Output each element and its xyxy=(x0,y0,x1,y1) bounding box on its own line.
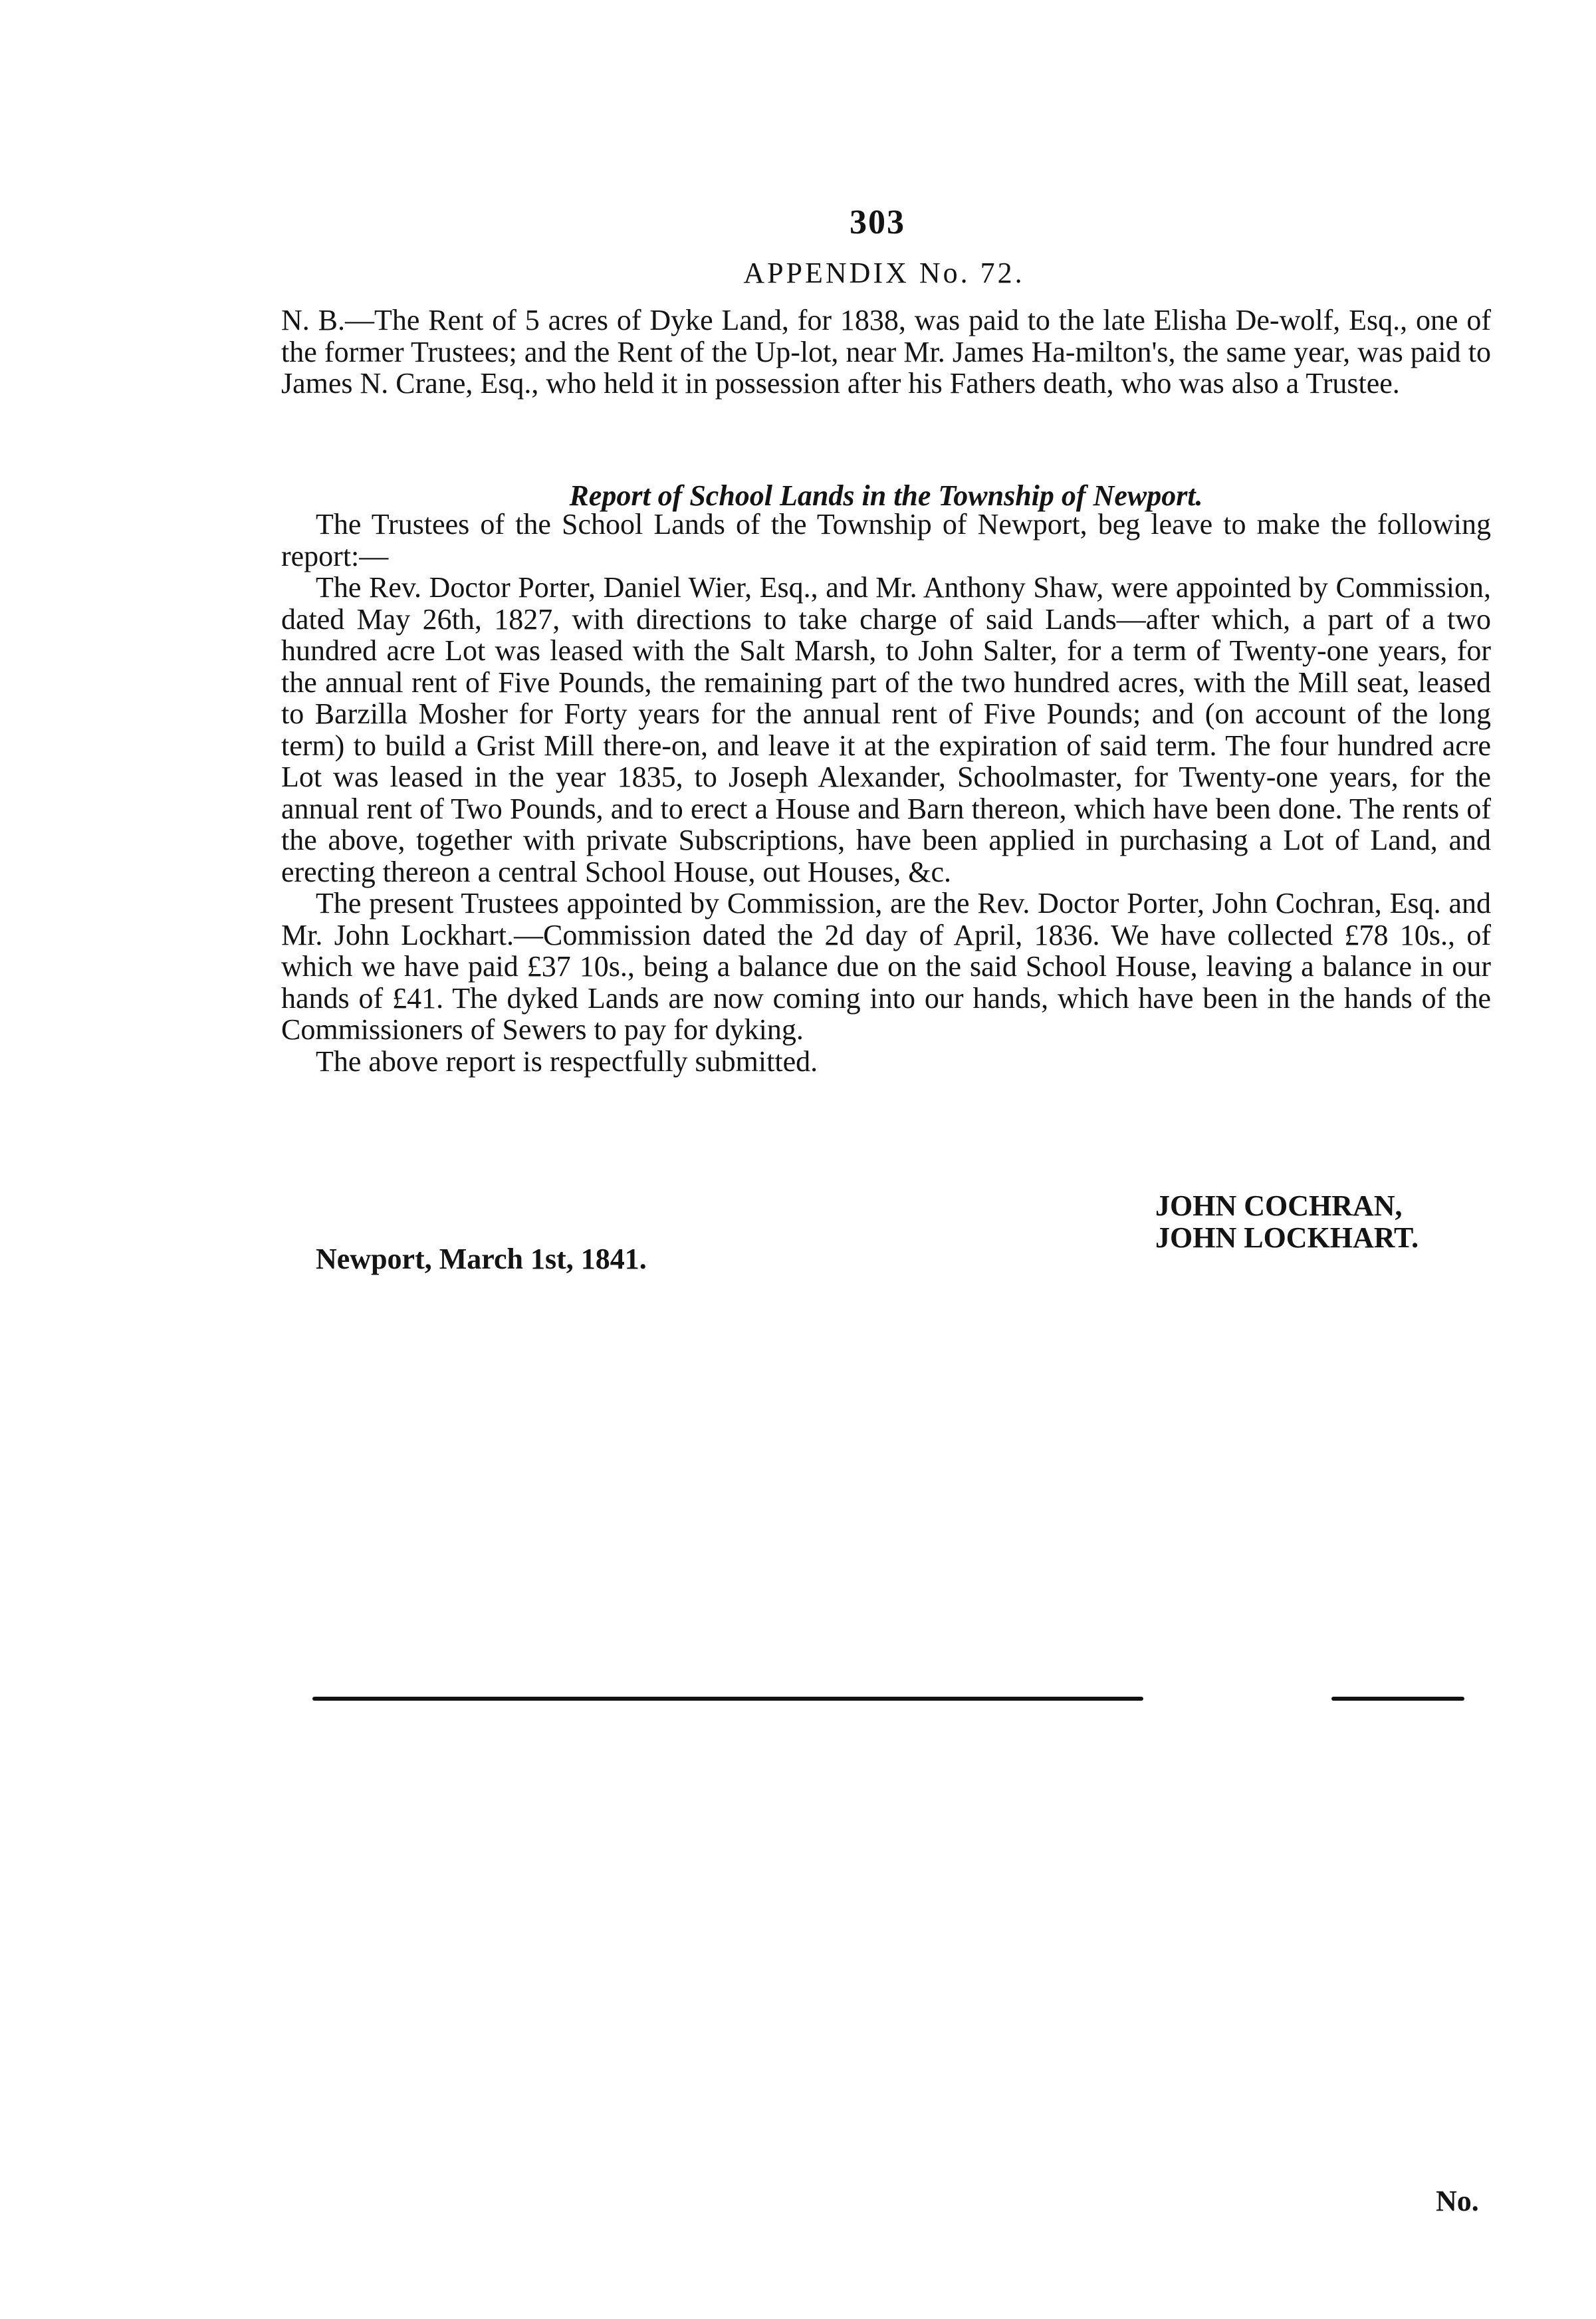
signatory-lockhart: JOHN LOCKHART. xyxy=(1155,1221,1419,1254)
report-paragraph-closing: The above report is respectfully submitted. xyxy=(316,1044,818,1078)
appendix-title: APPENDIX No. 72. xyxy=(743,257,1025,289)
report-heading: Report of School Lands in the Township of Newport. xyxy=(569,479,1203,512)
report-body xyxy=(281,509,1491,1077)
place-date: Newport, March 1st, 1841. xyxy=(316,1243,647,1275)
signatory-cochran: JOHN COCHRAN, xyxy=(1155,1189,1403,1222)
note-paragraph: N. B.—The Rent of 5 acres of Dyke Land, for 1838, was paid to the late Elisha De-wolf, Esq., one of the former Trustees; and the Rent of the Up-lot, near Mr. James Ha-milton's, the same year, was paid to James N. Crane, Esq., who held it in possession after his Fathers death, who was also a Trustee. xyxy=(281,304,1491,400)
divider-rule-left xyxy=(312,1697,1143,1701)
report-paragraph-history: The Rev. Doctor Porter, Daniel Wier, Esq., and Mr. Anthony Shaw, were appointed by Commission, dated May 26th, 1827, with directions to take charge of said Lands—after which, a part of a two hundred acre Lot was leased with the Salt Marsh, to John Salter, for a term of Twenty-one years, for the annual rent of Five Pounds, the remaining part of the two hundred acres, with the Mill seat, leased to Barzilla Mosher for Forty years for the annual rent of Five Pounds; and (on account of the long term) to build a Grist Mill there-on, and leave it at the expiration of said term. The four hundred acre Lot was leased in the year 1835, to Joseph Alexander, Schoolmaster, for Twenty-one years, for the annual rent of Two Pounds, and to erect a House and Barn thereon, which have been done. The rents of the above, together with private Subscriptions, have been applied in purchasing a Lot of Land, and erecting thereon a central School House, out Houses, &c. xyxy=(281,571,1491,888)
report-paragraph-intro: The Trustees of the School Lands of the Township of Newport, beg leave to make the following report:— xyxy=(281,508,1491,572)
next-page-catchword: No. xyxy=(1436,2185,1479,2217)
signatories xyxy=(1155,1190,1419,1254)
report-paragraph-trustees: The present Trustees appointed by Commission, are the Rev. Doctor Porter, John Cochran, Esq. and Mr. John Lockhart.—Commission dated the 2d day of April, 1836. We have collected £78 10s., of which we have paid £37 10s., being a balance due on the said School House, leaving a balance in our hands of £41. The dyked Lands are now coming into our hands, which have been in the hands of the Commissioners of Sewers to pay for dyking. xyxy=(281,887,1491,1046)
page-number: 303 xyxy=(850,203,905,241)
divider-rule-right xyxy=(1331,1697,1464,1701)
